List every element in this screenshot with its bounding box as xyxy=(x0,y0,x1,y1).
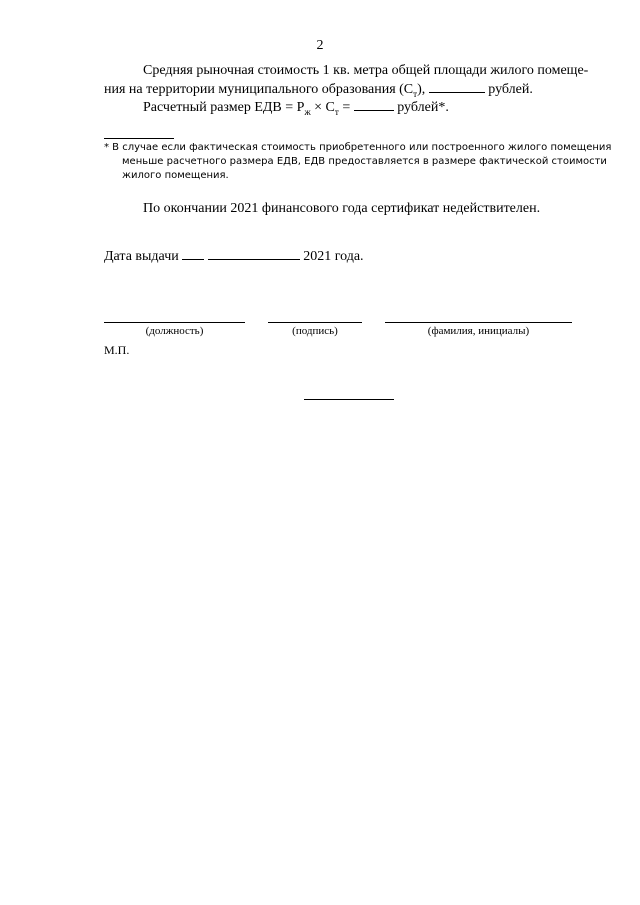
name-label: (фамилия, инициалы) xyxy=(427,325,530,337)
position-label: (должность) xyxy=(145,325,204,337)
market-cost-text-1: Средняя рыночная стоимость 1 кв. метра общей площади жилого помеще- xyxy=(143,63,589,78)
market-cost-blank xyxy=(429,80,485,93)
issue-month-blank xyxy=(208,247,300,260)
market-cost-text-2: ния на территории муниципального образования (С xyxy=(104,82,414,97)
edv-formula-sub-2: т xyxy=(334,106,339,117)
market-cost-subscript: т xyxy=(413,88,418,99)
edv-formula-times: × С xyxy=(310,100,335,115)
edv-formula-equals: = xyxy=(338,100,351,115)
issue-date-line xyxy=(104,247,364,266)
issue-day-blank xyxy=(182,247,204,260)
footnote-line-3: жилого помещения. xyxy=(122,170,229,181)
signature-line xyxy=(268,322,362,323)
stamp-place: М.П. xyxy=(104,343,130,357)
footnote-separator xyxy=(104,138,174,139)
edv-amount-blank xyxy=(354,98,394,111)
issue-date-label: Дата выдачи xyxy=(104,249,179,264)
footnote-line-2: меньше расчетного размера ЕДВ, ЕДВ предоставляется в размере фактической стоимости xyxy=(122,156,607,167)
signature-label: (подпись) xyxy=(292,325,338,337)
edv-formula-prefix: Расчетный размер ЕДВ = Р xyxy=(143,100,305,115)
market-cost-line-1 xyxy=(143,62,588,80)
name-line xyxy=(385,322,572,323)
validity-statement: По окончании 2021 финансового года сертификат недействителен. xyxy=(143,201,541,216)
edv-formula-sub-1: ж xyxy=(304,106,311,117)
position-line xyxy=(104,322,245,323)
market-cost-unit: рублей. xyxy=(488,82,533,97)
market-cost-paren: ), xyxy=(417,82,426,97)
edv-formula-unit: рублей*. xyxy=(397,100,449,115)
end-separator xyxy=(304,399,394,400)
footnote-line-1: * В случае если фактическая стоимость приобретенного или построенного жилого помещения xyxy=(104,142,612,153)
page-number: 2 xyxy=(316,38,324,53)
issue-year: 2021 года. xyxy=(303,249,364,264)
edv-formula-line xyxy=(143,98,449,121)
